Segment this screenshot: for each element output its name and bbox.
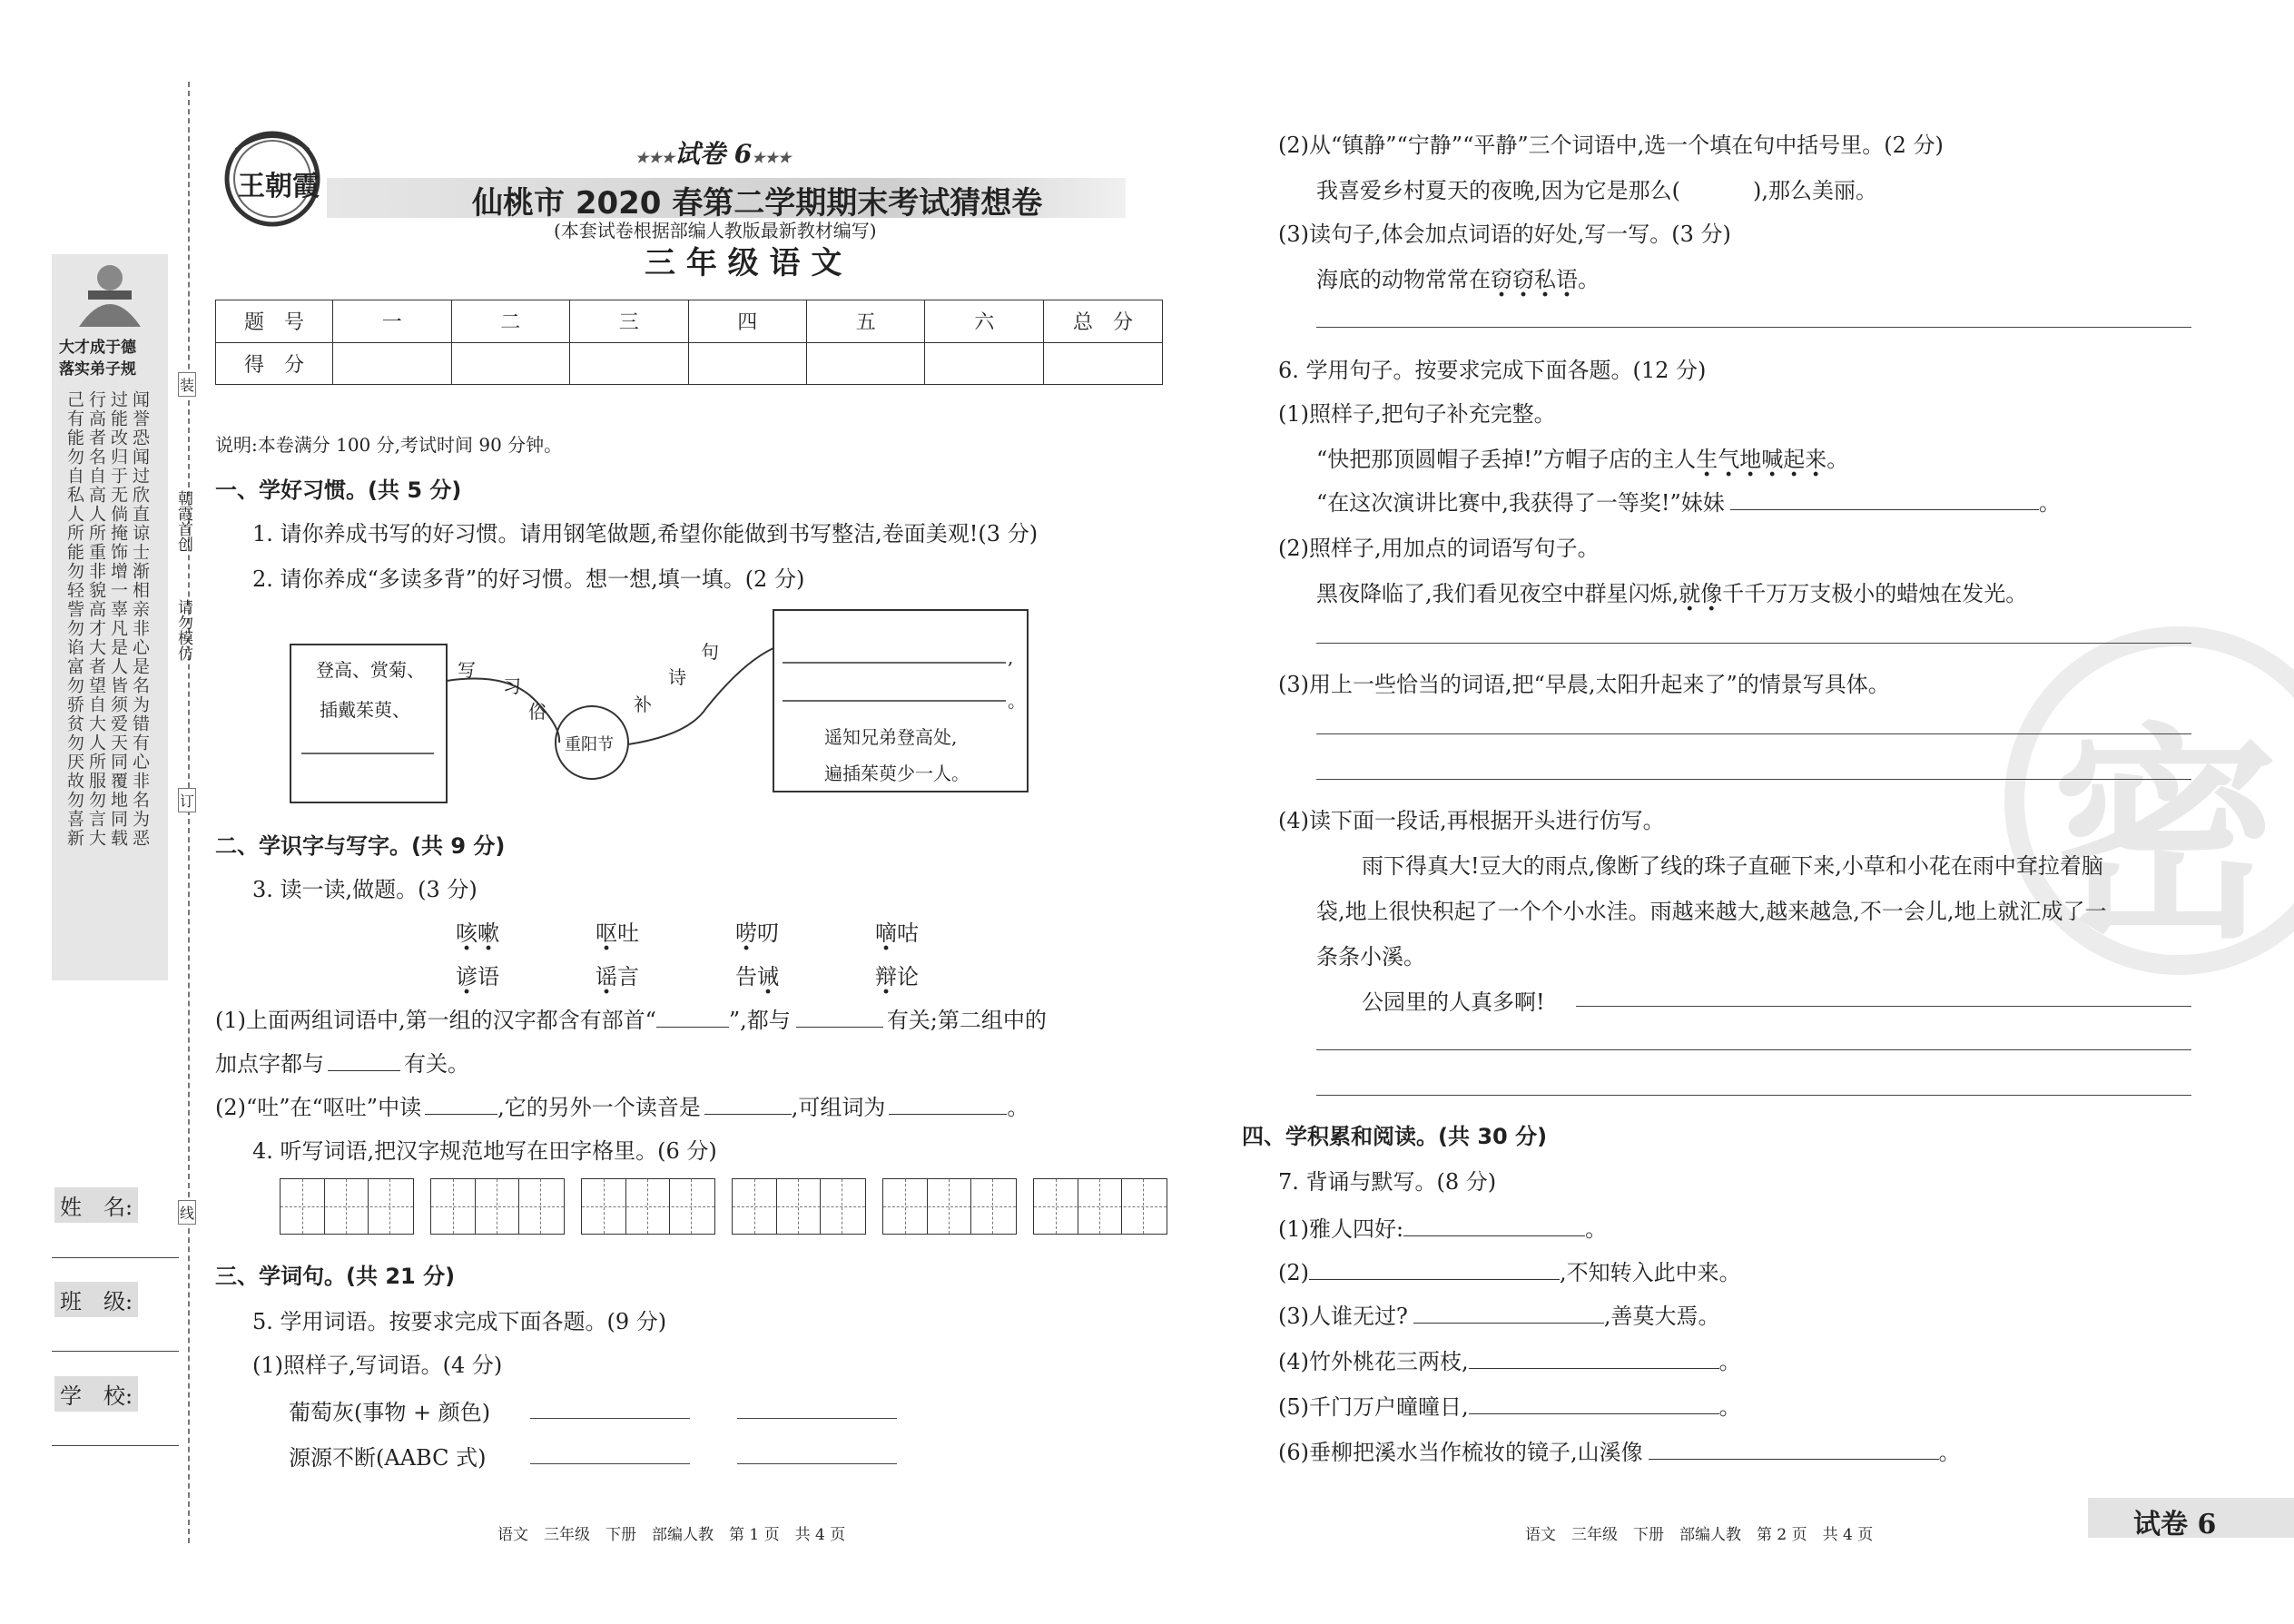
question-6-2-example: 黑夜降临了,我们看见夜空中群星闪烁,就像千千万万支极小的蜡烛在发光。 <box>1316 581 2028 606</box>
class-label: 班 级: <box>54 1282 138 1317</box>
question-7: 7. 背诵与默写。(8 分) <box>1278 1169 1497 1195</box>
score-table <box>215 300 1163 385</box>
side-label-1: 朝霞首创 <box>174 490 192 552</box>
answer-line[interactable] <box>1316 643 2191 644</box>
question-6-4: (4)读下面一段话,再根据开头进行仿写。 <box>1278 808 1665 833</box>
question-7-1: (1)雅人四好: 。 <box>1278 1216 1608 1242</box>
word-6: 谣言 <box>596 964 639 989</box>
question-5: 5. 学用词语。按要求完成下面各题。(9 分) <box>252 1309 667 1334</box>
score-cell[interactable] <box>333 342 451 385</box>
score-header-cell: 六 <box>925 300 1043 343</box>
question-5-3: (3)读句子,体会加点词语的好处,写一写。(3 分) <box>1278 221 1731 247</box>
word-3: 唠叨 <box>735 920 779 946</box>
question-7-3: (3)人谁无过? ,善莫大焉。 <box>1278 1304 1720 1329</box>
answer-line[interactable] <box>1316 779 2191 780</box>
question-4: 4. 听写词语,把汉字规范地写在田字格里。(6 分) <box>252 1138 717 1164</box>
left-box-line1: 登高、赏菊、 <box>316 659 425 681</box>
subject-title: 三 年 级 语 文 <box>645 245 842 281</box>
passage-line-2: 袋,地上很快积起了一个个小水洼。雨越来越大,越来越急,不一会儿,地上就汇成了一 <box>1316 899 2107 924</box>
exam-subtitle: (本套试卷根据部编人教版最新教材编写) <box>554 220 877 241</box>
question-6-3: (3)用上一些恰当的词语,把“早晨,太阳升起来了”的情景写具体。 <box>1278 672 1890 697</box>
question-2: 2. 请你养成“多读多背”的好习惯。想一想,填一填。(2 分) <box>252 566 805 592</box>
answer-line[interactable] <box>737 1418 897 1419</box>
question-7-2: (2) ,不知转入此中来。 <box>1278 1260 1741 1285</box>
arrow-left-1: 写 <box>458 659 476 681</box>
slogan-2: 落实弟子规 <box>59 360 136 379</box>
center-node: 重阳节 <box>565 735 614 754</box>
question-6-1-example: “快把那顶圆帽子丢掉!”方帽子店的主人生气地喊起来。 <box>1316 447 1849 472</box>
score-header-cell: 总 分 <box>1043 300 1162 343</box>
answer-line[interactable] <box>1316 733 2191 734</box>
exam-note: 说明:本卷满分 100 分,考试时间 90 分钟。 <box>215 434 563 456</box>
arrow-right-3: 句 <box>701 641 719 663</box>
score-header-cell: 一 <box>333 300 451 343</box>
question-3-1-cont: 加点字都与 有关。 <box>215 1051 469 1077</box>
question-6-1-task: “在这次演讲比赛中,我获得了一等奖!”妹妹 。 <box>1316 490 2061 516</box>
passage-line-3: 条条小溪。 <box>1316 944 1425 969</box>
word-8: 辩论 <box>875 964 919 989</box>
question-3: 3. 读一读,做题。(3 分) <box>252 877 478 902</box>
name-field[interactable] <box>52 1257 179 1258</box>
word-4: 嘀咕 <box>875 920 919 946</box>
section-1-heading: 一、学好习惯。(共 5 分) <box>215 477 462 503</box>
slogan-1: 大才成于德 <box>59 339 136 357</box>
corner-tag: 试卷 6 <box>2133 1509 2217 1540</box>
writing-grid[interactable] <box>882 1178 1017 1235</box>
paper-tag: ★★★试卷 6★★★ <box>635 139 792 169</box>
poem-line1: 遥知兄弟登高处, <box>824 726 958 748</box>
section-4-heading: 四、学积累和阅读。(共 30 分) <box>1242 1124 1548 1149</box>
answer-line[interactable] <box>1316 1049 2191 1050</box>
question-7-4: (4)竹外桃花三两枝, 。 <box>1278 1349 1741 1374</box>
example-2: 源源不断(AABC 式) <box>289 1445 487 1471</box>
question-6-1: (1)照样子,把句子补充完整。 <box>1278 401 1556 427</box>
answer-line[interactable] <box>530 1463 690 1464</box>
writing-grid[interactable] <box>280 1178 414 1235</box>
score-header-cell: 三 <box>570 300 688 343</box>
score-header-cell: 二 <box>451 300 569 343</box>
arrow-right-1: 补 <box>634 694 652 715</box>
left-box-line2: 插戴茱萸、 <box>320 699 410 721</box>
score-cell[interactable] <box>570 342 688 385</box>
word-7: 告诫 <box>735 964 779 989</box>
question-6: 6. 学用句子。按要求完成下面各题。(12 分) <box>1278 358 1707 383</box>
writing-grid[interactable] <box>732 1178 866 1235</box>
example-1: 葡萄灰(事物 + 颜色) <box>289 1400 491 1425</box>
class-field[interactable] <box>52 1351 179 1352</box>
motto-block-4: 闻誉恐闻过欣直谅士渐相亲非心是名为错有心非名为恶 <box>130 390 150 848</box>
score-cell[interactable] <box>451 342 569 385</box>
score-header-cell: 题 号 <box>216 300 333 343</box>
question-5-2-sentence: 我喜爱乡村夏天的夜晚,因为它是那么( ),那么美丽。 <box>1316 178 1877 203</box>
right-box-period: 。 <box>1008 690 1026 712</box>
question-3-2: (2)“吐”在“呕吐”中读 ,它的另外一个读音是 ,可组词为 。 <box>215 1095 1029 1120</box>
score-header-cell: 四 <box>688 300 806 343</box>
score-cell[interactable] <box>925 342 1043 385</box>
word-2: 呕吐 <box>596 920 639 946</box>
school-field[interactable] <box>52 1445 179 1446</box>
question-5-3-sentence: 海底的动物常常在窃窃私语。 <box>1316 267 1600 292</box>
school-label: 学 校: <box>54 1376 138 1412</box>
section-2-heading: 二、学识字与写字。(共 9 分) <box>215 833 506 859</box>
question-7-6: (6)垂柳把溪水当作梳妆的镜子,山溪像 。 <box>1278 1440 1961 1465</box>
answer-line[interactable] <box>1576 1006 2191 1007</box>
sidebar-panel <box>52 254 168 980</box>
cut-line <box>188 82 190 1543</box>
motto-block: 己有能勿自私人所能勿轻訾勿谄富勿骄贫勿厌故勿喜新 <box>64 390 84 848</box>
answer-line[interactable] <box>737 1463 897 1464</box>
footer-right: 语文 三年级 下册 部编人教 第 2 页 共 4 页 <box>1525 1526 1874 1544</box>
section-3-heading: 三、学词句。(共 21 分) <box>215 1264 456 1289</box>
word-1: 咳嗽 <box>456 920 499 946</box>
poem-line2: 遍插茱萸少一人。 <box>824 763 970 784</box>
logo-text: 王朝霞 <box>238 171 320 202</box>
name-label: 姓 名: <box>54 1187 138 1223</box>
footer-left: 语文 三年级 下册 部编人教 第 1 页 共 4 页 <box>497 1526 846 1544</box>
question-6-2: (2)照样子,用加点的词语写句子。 <box>1278 536 1600 561</box>
score-cell[interactable] <box>688 342 806 385</box>
answer-line[interactable] <box>530 1418 690 1419</box>
arrow-left-3: 俗 <box>528 701 546 723</box>
answer-line[interactable] <box>1316 1095 2191 1096</box>
score-cell[interactable] <box>806 342 924 385</box>
question-7-5: (5)千门万户曈曈日, 。 <box>1278 1394 1741 1420</box>
side-label-2: 请勿模仿 <box>174 599 192 661</box>
watermark-char: 密 <box>2052 704 2279 969</box>
question-5-2: (2)从“镇静”“宁静”“平静”三个词语中,选一个填在句中括号里。(2 分) <box>1278 133 1944 158</box>
arrow-left-2: 习 <box>503 675 521 697</box>
question-1: 1. 请你养成书写的好习惯。请用钢笔做题,希望你能做到书写整洁,卷面美观!(3 分) <box>252 521 1039 546</box>
cut-label-3: 线 <box>178 1200 196 1225</box>
question-3-1: (1)上面两组词语中,第一组的汉字都含有部首“ ”,都与 有关;第二组中的 <box>215 1008 1047 1033</box>
word-5: 谚语 <box>456 964 499 989</box>
score-row-label: 得 分 <box>216 342 333 385</box>
question-5-1: (1)照样子,写词语。(4 分) <box>252 1353 503 1378</box>
cut-label-2: 订 <box>178 788 196 812</box>
cut-label-1: 装 <box>178 372 196 397</box>
answer-line[interactable] <box>1316 327 2191 328</box>
writing-grid[interactable] <box>1033 1178 1167 1235</box>
motto-block-3: 过能改归于无倘掩饰增一辜凡是人皆须爱天同覆地同载 <box>108 390 128 848</box>
score-cell[interactable] <box>1043 342 1162 385</box>
writing-grid[interactable] <box>430 1178 565 1235</box>
score-header-cell: 五 <box>806 300 924 343</box>
arrow-right-2: 诗 <box>668 666 686 688</box>
motto-block-2: 行高者名自高人所重非貌高才大者望自大人所服勿言大 <box>86 390 106 848</box>
scholar-figure-icon <box>52 254 168 336</box>
writing-grid[interactable] <box>581 1178 715 1235</box>
exam-title: 仙桃市 2020 春第二学期期末考试猜想卷 <box>472 185 1043 221</box>
passage-line-1: 雨下得真大!豆大的雨点,像断了线的珠子直砸下来,小草和小花在雨中耷拉着脑 <box>1362 853 2103 879</box>
imitation-start: 公园里的人真多啊! <box>1362 989 1545 1015</box>
right-box-comma: , <box>1008 646 1014 668</box>
